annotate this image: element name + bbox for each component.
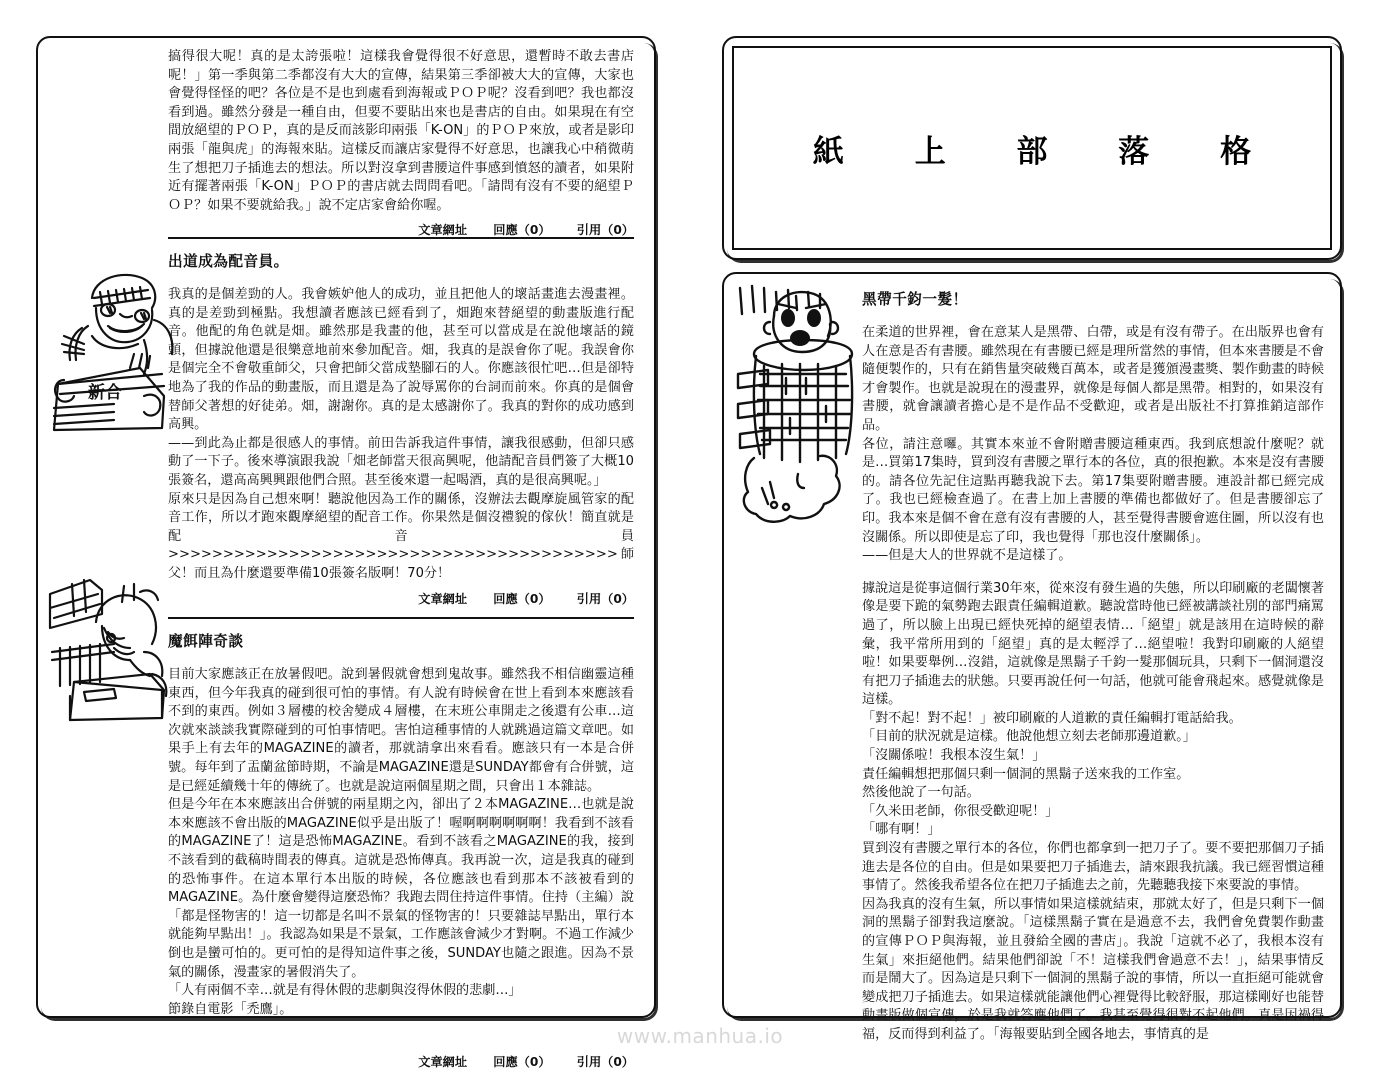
- comments-link[interactable]: 回應（0）: [493, 591, 551, 606]
- paragraph: 買到沒有書腰之單行本的各位，你們也都拿到一把刀子了。要不要把那個刀子插進去是各位的自由。但是如果要把刀子插進去，請來跟我抗議。我已經習慣這種事情了。然後我希望各位在把刀子插進去之前，先聽聽我接下來要說的事情。: [862, 841, 1324, 894]
- paragraph: 節錄自電影「禿鷹」。: [168, 1001, 293, 1017]
- section-divider: [168, 237, 634, 239]
- paragraph: 「對不起！對不起！」被印刷廠的人道歉的責任編輯打電話給我。: [862, 710, 1242, 726]
- paragraph: 在柔道的世界裡，會在意某人是黑帶、白帶，或是有沒有帶子。在出版界也會有人在意是否有書腰。雖然現在有書腰已經是理所當然的事情，但本來書腰是不會隨便製作的，只有在銷售量突破幾百萬本，或者是獲頒漫畫獎、製作動畫的時候才會製作。也就是說現在的漫畫界，就像是每個人都是黑帶。相對的，如果沒有書腰，就會讓讀者擔心是不是作品不受歡迎，或者是出版社不打算推銷這部作品。: [862, 325, 1324, 433]
- blog-title-inner-border: [732, 46, 1332, 250]
- paragraph: 但是今年在本來應該出合併號的兩星期之內，卻出了２本MAGAZINE…也就是說本來應該不會出版的MAGAZINE似乎是出版了！喔啊啊啊啊啊啊！我看到不該看的MAGAZINE了！這是恐怖MAGAZINE。看到不該看之MAGAZINE的我，接到不該看到的截稿時間表的傳真。這就是恐怖傳真。我再說一次，這是我真的碰到的恐怖事件。在這本單行本出版的時候，各位應該也看到那本不該被看到的MAGAZINE。為什麼會變得這麼恐怖？我跑去問住持這件事情。住持（主編）說「都是怪物害的！這一切都是名叫不景氣的怪物害的！只要雜誌早點出，單行本就能夠早點出！」。我認為如果是不景氣，工作應該會減少才對啊。不過工作減少倒也是蠻可怕的。更可怕的是得知這件事之後，SUNDAY也隨之跟進。因為不景氣的關係，漫畫家的暑假消失了。: [168, 797, 634, 980]
- article-3-heading: 魔餌陣奇談: [168, 633, 244, 651]
- article-2-body: [168, 286, 634, 584]
- article-2-heading: 出道成為配音員。: [168, 253, 289, 270]
- paragraph: 然後他說了一句話。: [862, 785, 980, 801]
- trackbacks-link[interactable]: 引用（0）: [576, 591, 634, 606]
- permalink-link[interactable]: 文章網址: [418, 1055, 468, 1070]
- comments-link[interactable]: 回應（0）: [493, 223, 551, 238]
- trackbacks-link[interactable]: 引用（0）: [576, 1055, 634, 1070]
- site-watermark: www.manhua.io: [616, 1024, 784, 1048]
- right-article-heading: 黑帶千鈞一髮！: [862, 291, 968, 308]
- paragraph: 責任編輯想把那個只剩一個洞的黑鬍子送來我的工作室。: [862, 766, 1190, 782]
- blog-title: 紙 上 部 落 格: [812, 133, 1282, 170]
- paragraph: 原來只是因為自己想來啊！聽說他因為工作的關係，沒辦法去觀摩旋風管家的配音工作，所以才跑來觀摩絕望的配音工作。你果然是個沒禮貌的傢伙！簡直就是配音員>>>>>>>>>>>>>>>>>>>>>>>>>>>>>>>>>>>>>>>>>師父！而且為什麼還要準備10張簽名版啊！70分！: [168, 491, 634, 581]
- person-leaning-over-desk-illustration: [44, 556, 186, 724]
- paragraph: ——但是大人的世界就不是這樣了。: [862, 548, 1072, 564]
- right-article: [862, 290, 1324, 1045]
- trackbacks-link[interactable]: 引用（0）: [576, 223, 634, 238]
- comments-link[interactable]: 回應（0）: [493, 1055, 551, 1070]
- paragraph: 「哪有啊！」: [862, 822, 941, 838]
- man-with-headband-holding-sign-illustration: [44, 268, 176, 436]
- paragraph: 「沒關係啦！我根本沒生氣！」: [862, 748, 1046, 764]
- paragraph: 「目前的狀況就是這樣。他說他想立刻去老師那邊道歉。」: [862, 729, 1196, 745]
- right-article-body: [862, 324, 1324, 1045]
- paragraph: 據說這是從事這個行業30年來，從來沒有發生過的失態，所以印刷廠的老闆懷著像是要下跪的氣勢跑去跟責任編輯道歉。聽說當時他已經被講談社別的部門痛罵過了，所以臉上出現已經快死掉的絕望表情…「絕望」就是該用在這時候的辭彙，我平常所用到的「絕望」真的是太輕浮了…絕望啦！我對印刷廠的人絕望啦！如果要舉例…沒錯，這就像是黑鬍子千鈞一髮那個玩具，只剩下一個洞還沒有把刀子插進去的狀態。只要再說任何一句話，他就可能會飛起來。感覺就像是這樣。: [862, 580, 1324, 708]
- paragraph: 因為我真的沒有生氣，所以事情如果這樣就結束，那就太好了，但是只剩下一個洞的黑鬍子卻對我這麼說。「這樣黑鬍子實在是過意不去，我們會免費製作動畫的宣傳ＰＯＰ與海報，並且發給全國的書店」。我說「這就不必了，我根本沒有生氣」來拒絕他們。結果他們卻說「不！這樣我們會過意不去！」，結果事情反而是鬧大了。因為這是只剩下一個洞的黑鬍子說的事情，所以一直拒絕可能就會變成把刀子插進去。如果這樣就能讓他們心裡覺得比較舒服，那這樣剛好也能替動畫版做個宣傳，於是我就答應他們了。我甚至覺得很對不起他們。真是因禍得福，反而得到利益了。「海報要貼到全國各地去，事情真的是: [862, 896, 1324, 1042]
- paragraph: 搞得很大呢！真的是太誇張啦！這樣我會覺得很不好意思，還暫時不敢去書店呢！」第一季與第二季都沒有大大的宣傳，結果第三季卻被大大的宣傳，大家也會覺得怪怪的吧？各位是不是也到處看到海報或ＰＯＰ呢？沒看到吧？我也都沒看到過。雖然分發是一種自由，但要不要貼出來也是書店的自由。如果現在有空間放絕望的ＰＯＰ，真的是反而該影印兩張「K-ON」的ＰＯＰ來放，或者是影印兩張「龍與虎」的海報來貼。這樣反而讓店家覺得不好意思，也讓我心中稍微萌生了想把刀子插進去的想法。所以對沒拿到書腰這件事感到憤怒的讀者，如果附近有擺著兩張「K-ON」ＰＯＰ的書店就去問問看吧。「請問有沒有不要的絕望ＰＯＰ？如果不要就給我。」說不定店家會給你喔。: [168, 49, 634, 213]
- paragraph: ——到此為止都是很感人的事情。前田告訴我這件事情，讓我很感動，但卻只感動了一下子。後來導演跟我說「畑老師當天很高興呢，他請配音員們簽了大概10張簽名，還高高興興跟他們合照。甚至後來還一起喝酒，真的是很高興呢。」: [168, 435, 634, 488]
- left-article-stack: [168, 228, 634, 1072]
- permalink-link[interactable]: 文章網址: [418, 591, 468, 606]
- paragraph: 目前大家應該正在放暑假吧。說到暑假就會想到鬼故事。雖然我不相信幽靈這種東西，但今年我真的碰到很可怕的事情。有人說有時候會在世上看到本來應該看不到的東西。例如３層樓的校舍變成４層樓，在末班公車開走之後還有公車…這次就來談談我實際碰到的可怕事情吧。害怕這種事情的人就跳過這篇文章吧。如果手上有去年的MAGAZINE的讀者，那就請拿出來看看。應該只有一本是合併號。每年到了盂蘭盆節時期，不論是MAGAZINE還是SUNDAY都會有合併號，這是已經延續幾十年的傳統了。也就是說這兩個星期之間，只會出１本雜誌。: [168, 667, 634, 794]
- paragraph: 「人有兩個不幸…就是有得休假的悲劇與沒得休假的悲劇…」: [168, 983, 522, 999]
- article-3-body: [168, 666, 634, 1019]
- sign-text: 新合: [88, 383, 122, 403]
- left-article-continued: [168, 48, 634, 240]
- blog-title-panel: [722, 36, 1342, 260]
- article-footer: [168, 1053, 634, 1072]
- permalink-link[interactable]: 文章網址: [418, 223, 468, 238]
- article-footer: [168, 590, 634, 609]
- section-divider: [168, 617, 634, 619]
- paragraph: 「久米田老師，你很受歡迎呢！」: [862, 803, 1059, 819]
- paragraph: 我真的是個差勁的人。我會嫉妒他人的成功，並且把他人的壞話畫進去漫畫裡。真的是差勁到極點。我想讀者應該已經看到了，畑跑來替絕望的動畫版進行配音。他配的角色就是畑。雖然那是我畫的他，甚至可以當成是在說他壞話的鏡頭，但據說他還是很樂意地前來參加配音。畑，我真的是誤會你了呢。我誤會你是個完全不會敬重師父，只會把師父當成墊腳石的人。你應該很忙吧…但是卻特地為了我的作品的動畫版，而且還是為了說辱罵你的台詞而前來。你真的是個會替師父著想的好徒弟。畑，謝謝你。真的是太感謝你了。我真的對你的成功感到高興。: [168, 287, 634, 433]
- black-beard-in-barrel-toy-illustration: [734, 282, 874, 528]
- paragraph: 各位，請注意囉。其實本來並不會附贈書腰這種東西。我到底想說什麼呢？就是…買第17集時，買到沒有書腰之單行本的各位，真的很抱歉。本來是沒有書腰的。請各位先記住這點再聽我說下去。第17集要附贈書腰。連設計都已經完成了。我也已經檢查過了。在書上加上書腰的準備也都做好了。但是書腰卻忘了印。我本來是個不會在意有沒有書腰的人，甚至覺得書腰會遮住圖，所以沒有也沒關係。所以即使是忘了印，我也覺得「那也沒什麼關係」。: [862, 436, 1324, 545]
